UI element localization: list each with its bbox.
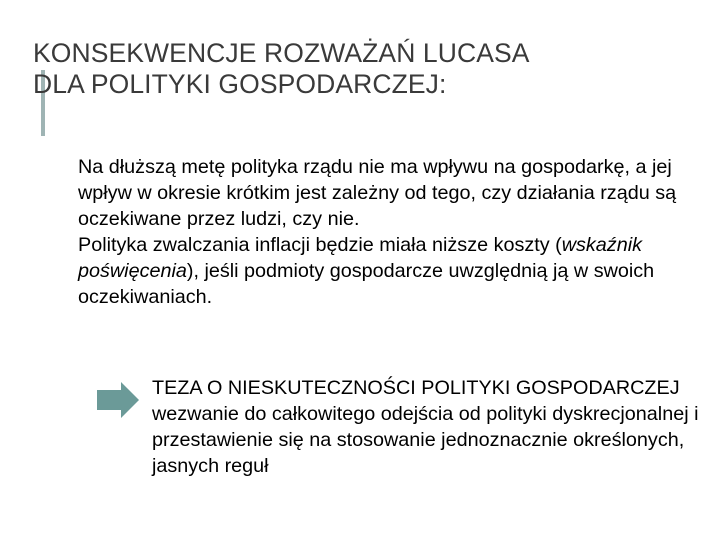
sacrifice-ratio-term: wskaźnik poświęcenia — [78, 234, 642, 282]
title-line-1: KONSEKWENCJE ROZWAŻAŃ LUCASA — [33, 38, 530, 68]
title-line-2: DLA POLITYKI GOSPODARCZEJ: — [33, 69, 447, 99]
right-arrow-icon — [97, 382, 139, 418]
paragraph-1: Na dłuższą metę polityka rządu nie ma wpływu na gospodarkę, a jej wpływ w okresie krótkim jest zależny od tego, czy działania rządu są oczekiwane przez ludzi, czy nie. — [78, 156, 677, 230]
paragraph-2-before: Polityka zwalczania inflacji będzie miała niższe koszty ( — [78, 234, 562, 256]
paragraph-2-after: ), jeśli podmioty gospodarcze uwzględnią ją w swoich oczekiwaniach. — [78, 260, 655, 308]
conclusion-text: wezwanie do całkowitego odejścia od polityki dyskrecjonalnej i przestawienie się na stosowanie jednoznacznie określonych, jasnych reguł — [152, 403, 699, 477]
conclusion-heading: TEZA O NIESKUTECZNOŚCI POLITYKI GOSPODARCZEJ — [152, 377, 680, 399]
slide-title — [33, 38, 703, 100]
body-text — [78, 154, 678, 310]
conclusion-block — [152, 375, 712, 479]
paragraph-2 — [78, 232, 678, 310]
